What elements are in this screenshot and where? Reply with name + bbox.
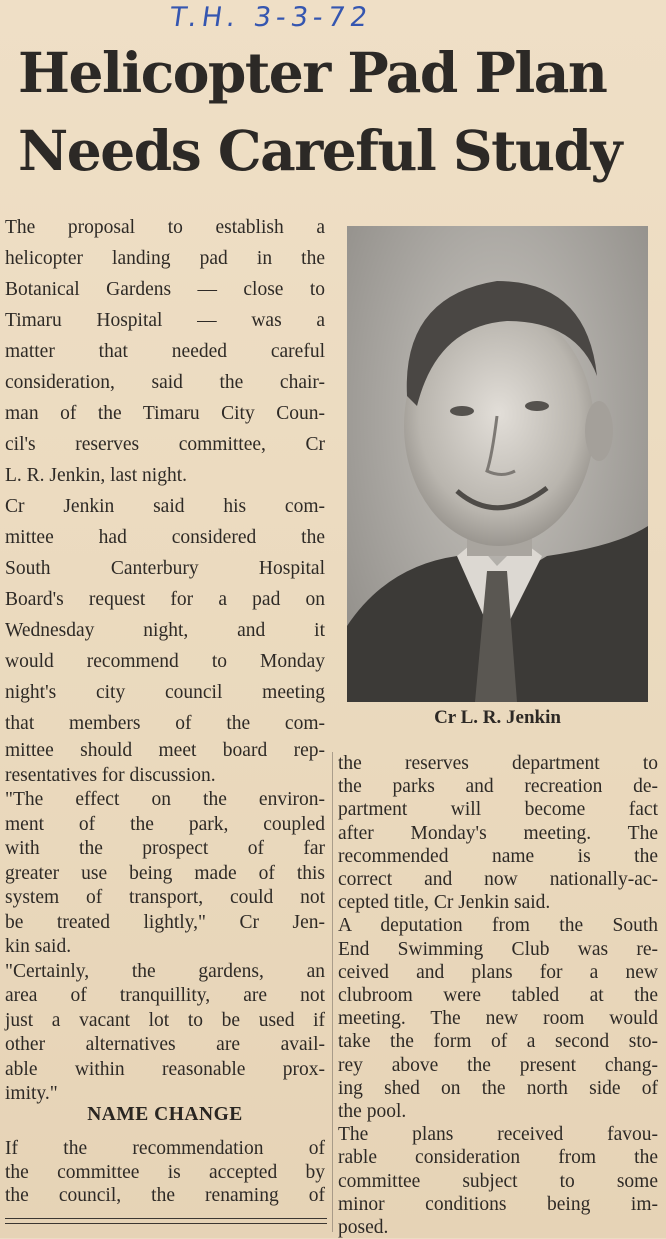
text-line: be treated lightly," Cr Jen- [5,911,325,933]
text-line: would recommend to Monday [5,651,325,672]
text-line: committee subject to some [338,1170,658,1192]
double-rule [5,1218,327,1224]
text-line: ing shed on the north side of [338,1077,658,1099]
text-line: take the form of a second sto- [338,1031,658,1053]
text-line: resentatives for discussion. [5,764,216,786]
text-line: End Swimming Club was re- [338,938,658,960]
text-line: cepted title, Cr Jenkin said. [338,892,551,914]
text-line: the committee is accepted by [5,1161,325,1183]
text-line: the pool. [338,1101,407,1123]
text-line: the parks and recreation de- [338,776,658,798]
text-line: posed. [338,1217,389,1239]
text-line: area of tranquillity, are not [5,985,325,1006]
text-line: the council, the renaming of [5,1185,325,1206]
text-line: other alternatives are avail- [5,1034,325,1055]
text-line: system of transport, could not [5,887,325,908]
text-line: imity." [5,1083,58,1104]
text-line: night's city council meeting [5,682,325,703]
text-line: recommended name is the [338,845,658,867]
text-line: partment will become fact [338,799,658,821]
text-line: just a vacant lot to be used if [5,1009,325,1031]
text-line: able within reasonable prox- [5,1058,325,1080]
portrait-photo [347,226,648,702]
text-line: Board's request for a pad on [5,589,325,610]
text-line: mittee had considered the [5,527,325,548]
text-line: matter that needed careful [5,341,325,362]
text-line: clubroom were tabled at the [338,985,658,1007]
text-line: If the recommendation of [5,1138,325,1159]
text-line: man of the Timaru City Coun- [5,403,325,424]
text-line: cil's reserves committee, Cr [5,434,325,455]
text-line: consideration, said the chair- [5,372,325,393]
text-line: "Certainly, the gardens, an [5,960,325,982]
portrait-figure-icon [347,226,648,702]
text-line: Wednesday night, and it [5,620,325,641]
text-line: the reserves department to [338,753,658,774]
text-line: with the prospect of far [5,838,325,859]
article-column-right [338,752,658,1239]
text-line: kin said. [5,936,72,957]
text-line: ceived and plans for a new [338,961,658,983]
text-line: that members of the com- [5,713,325,734]
text-line: The plans received favou- [338,1124,658,1146]
text-line: greater use being made of this [5,862,325,884]
text-line: helicopter landing pad in the [5,248,325,269]
headline-line-1: Helicopter Pad Plan [18,40,607,105]
text-line: after Monday's meeting. The [338,822,658,844]
text-line: Cr Jenkin said his com- [5,496,325,517]
text-line: correct and now nationally-ac- [338,869,658,891]
column-divider [332,752,333,1232]
text-line: meeting. The new room would [338,1008,658,1030]
text-line: L. R. Jenkin, last night. [5,465,187,486]
handwritten-date-note: T.H. 3-3-72 [167,2,375,33]
text-line: "The effect on the environ- [5,789,325,810]
text-line: mittee should meet board rep- [5,740,325,761]
text-line: South Canterbury Hospital [5,558,325,579]
headline [18,34,658,190]
subhead-name-change: NAME CHANGE [87,1104,243,1125]
text-line: rable consideration from the [338,1147,658,1169]
article-column-left-bottom [5,1137,325,1208]
text-line: ment of the park, coupled [5,813,325,835]
text-line: Timaru Hospital — was a [5,310,325,331]
text-line: Botanical Gardens — close to [5,279,325,300]
headline-line-2: Needs Careful Study [18,118,621,183]
text-line: minor conditions being im- [338,1193,658,1215]
article-column-left [5,212,325,1107]
text-line: rey above the present chang- [338,1054,658,1076]
text-line: A deputation from the South [338,915,658,937]
text-line: The proposal to establish a [5,217,325,238]
photo-caption: Cr L. R. Jenkin [434,707,561,728]
